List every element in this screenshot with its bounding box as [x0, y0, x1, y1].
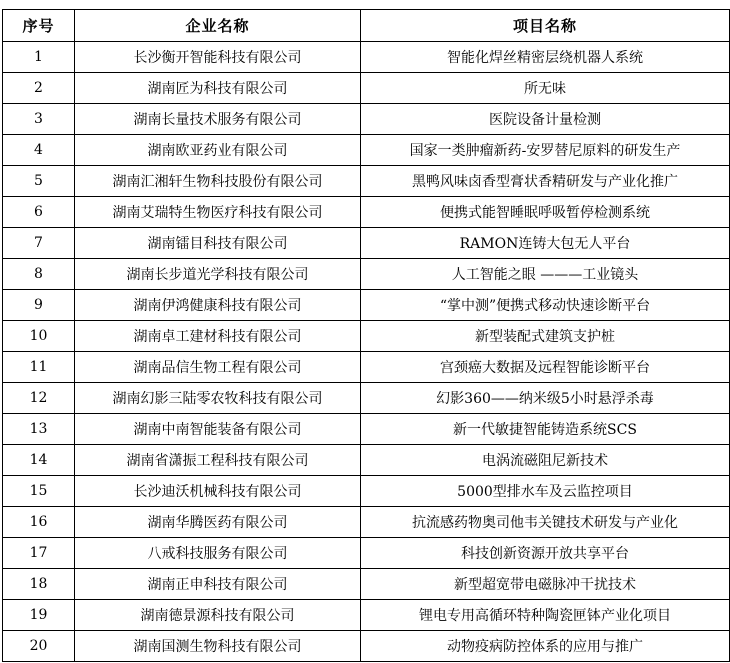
company-name: 湖南艾瑞特生物医疗科技有限公司 — [75, 197, 361, 228]
table-row — [3, 414, 730, 445]
row-index: 10 — [3, 321, 75, 352]
header-company-name: 企业名称 — [75, 10, 361, 42]
row-index: 13 — [3, 414, 75, 445]
table-row — [3, 507, 730, 538]
table-row — [3, 383, 730, 414]
table-row — [3, 445, 730, 476]
row-index: 19 — [3, 600, 75, 631]
row-index: 14 — [3, 445, 75, 476]
table-row — [3, 197, 730, 228]
table-row — [3, 228, 730, 259]
header-project-name: 项目名称 — [361, 10, 730, 42]
company-name: 湖南长步道光学科技有限公司 — [75, 259, 361, 290]
row-index: 15 — [3, 476, 75, 507]
row-index: 9 — [3, 290, 75, 321]
row-index: 3 — [3, 104, 75, 135]
company-name: 湖南长量技术服务有限公司 — [75, 104, 361, 135]
project-name: 5000型排水车及云监控项目 — [361, 476, 730, 507]
project-name: 新型装配式建筑支护桩 — [361, 321, 730, 352]
row-index: 12 — [3, 383, 75, 414]
table-row — [3, 73, 730, 104]
company-name: 长沙迪沃机械科技有限公司 — [75, 476, 361, 507]
project-name: 新型超宽带电磁脉冲干扰技术 — [361, 569, 730, 600]
project-name: “掌中测”便携式移动快速诊断平台 — [361, 290, 730, 321]
project-name: 智能化焊丝精密层绕机器人系统 — [361, 42, 730, 73]
company-name: 长沙衡开智能科技有限公司 — [75, 42, 361, 73]
table-row — [3, 290, 730, 321]
table-row — [3, 352, 730, 383]
project-name: 动物疫病防控体系的应用与推广 — [361, 631, 730, 662]
row-index: 2 — [3, 73, 75, 104]
project-name: 便携式能智睡眠呼吸暂停检测系统 — [361, 197, 730, 228]
company-name: 湖南省潇振工程科技有限公司 — [75, 445, 361, 476]
project-name: 新一代敏捷智能铸造系统SCS — [361, 414, 730, 445]
table-header — [3, 10, 730, 42]
row-index: 6 — [3, 197, 75, 228]
project-name: 人工智能之眼 ———工业镜头 — [361, 259, 730, 290]
table-row — [3, 631, 730, 662]
company-name: 湖南欧亚药业有限公司 — [75, 135, 361, 166]
table-row — [3, 476, 730, 507]
row-index: 5 — [3, 166, 75, 197]
project-name: 抗流感药物奥司他韦关键技术研发与产业化 — [361, 507, 730, 538]
company-name: 湖南幻影三陆零农牧科技有限公司 — [75, 383, 361, 414]
table-row — [3, 569, 730, 600]
company-name: 湖南品信生物工程有限公司 — [75, 352, 361, 383]
table-row — [3, 135, 730, 166]
project-name: 国家一类肿瘤新药-安罗替尼原料的研发生产 — [361, 135, 730, 166]
header-index: 序号 — [3, 10, 75, 42]
project-name: 幻影360——纳米级5小时悬浮杀毒 — [361, 383, 730, 414]
table-row — [3, 321, 730, 352]
table-row — [3, 104, 730, 135]
table-row — [3, 538, 730, 569]
table-row — [3, 166, 730, 197]
company-name: 湖南中南智能装备有限公司 — [75, 414, 361, 445]
project-name: 宫颈癌大数据及远程智能诊断平台 — [361, 352, 730, 383]
row-index: 16 — [3, 507, 75, 538]
row-index: 17 — [3, 538, 75, 569]
project-name: 科技创新资源开放共享平台 — [361, 538, 730, 569]
table-row — [3, 600, 730, 631]
table-row — [3, 42, 730, 73]
row-index: 20 — [3, 631, 75, 662]
company-name: 湖南汇湘轩生物科技股份有限公司 — [75, 166, 361, 197]
company-name: 湖南镭目科技有限公司 — [75, 228, 361, 259]
company-name: 湖南国测生物科技有限公司 — [75, 631, 361, 662]
header-row — [3, 10, 730, 42]
table-body — [3, 42, 730, 662]
row-index: 1 — [3, 42, 75, 73]
row-index: 11 — [3, 352, 75, 383]
table-row — [3, 259, 730, 290]
project-name: 锂电专用高循环特种陶瓷匣钵产业化项目 — [361, 600, 730, 631]
company-name: 湖南匠为科技有限公司 — [75, 73, 361, 104]
project-name: 医院设备计量检测 — [361, 104, 730, 135]
company-name: 湖南德景源科技有限公司 — [75, 600, 361, 631]
row-index: 4 — [3, 135, 75, 166]
enterprise-project-table — [2, 9, 730, 662]
row-index: 8 — [3, 259, 75, 290]
project-name: 所无味 — [361, 73, 730, 104]
company-name: 湖南正申科技有限公司 — [75, 569, 361, 600]
company-name: 湖南伊鸿健康科技有限公司 — [75, 290, 361, 321]
project-name: RAMON连铸大包无人平台 — [361, 228, 730, 259]
row-index: 7 — [3, 228, 75, 259]
project-name: 电涡流磁阻尼新技术 — [361, 445, 730, 476]
project-name: 黑鸭风味卤香型膏状香精研发与产业化推广 — [361, 166, 730, 197]
row-index: 18 — [3, 569, 75, 600]
company-name: 湖南华腾医药有限公司 — [75, 507, 361, 538]
company-name: 湖南卓工建材科技有限公司 — [75, 321, 361, 352]
company-name: 八戒科技服务有限公司 — [75, 538, 361, 569]
